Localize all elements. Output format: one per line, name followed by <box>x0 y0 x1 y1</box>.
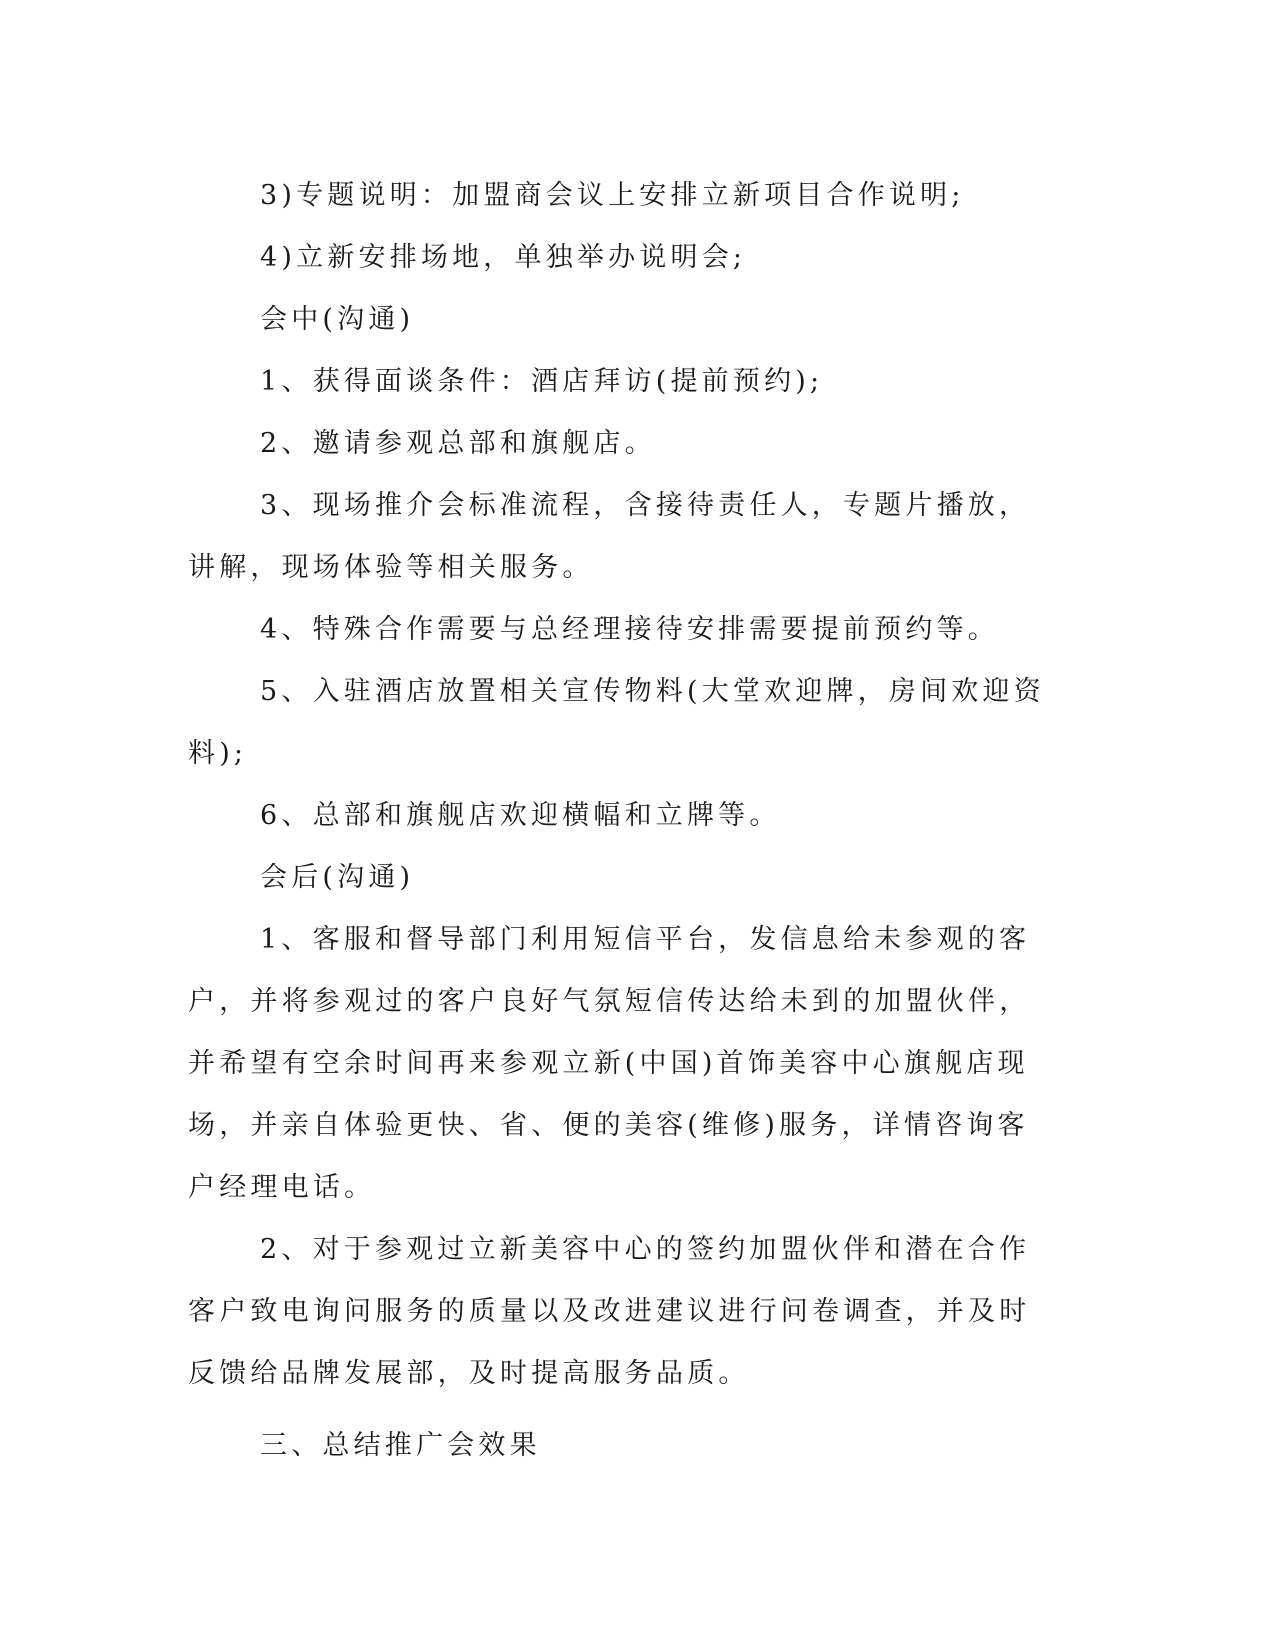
section-heading-summary: 三、总结推广会效果 <box>260 1430 541 1461</box>
paragraph-during-5: 5、入驻酒店放置相关宣传物料(大堂欢迎牌，房间欢迎资料); <box>188 676 1045 769</box>
paragraph-item-4: 4)立新安排场地，单独举办说明会; <box>260 242 747 273</box>
paragraph-during-2: 2、邀请参观总部和旗舰店。 <box>260 428 656 459</box>
paragraph-during-1: 1、获得面谈条件：酒店拜访(提前预约); <box>260 366 824 397</box>
section-heading-after-meeting: 会后(沟通) <box>260 862 415 893</box>
paragraph-after-2: 2、对于参观过立新美容中心的签约加盟伙伴和潜在合作客户致电询问服务的质量以及改进建议进行问卷调查，并及时反馈给品牌发展部，及时提高服务品质。 <box>188 1234 1031 1389</box>
section-heading-during-meeting: 会中(沟通) <box>260 304 415 335</box>
paragraph-after-1: 1、客服和督导部门利用短信平台，发信息给未参观的客户，并将参观过的客户良好气氛短信传达给未到的加盟伙伴，并希望有空余时间再来参观立新(中国)首饰美容中心旗舰店现场，并亲自体验更快、省、便的美容(维修)服务，详情咨询客户经理电话。 <box>188 924 1031 1203</box>
paragraph-during-4: 4、特殊合作需要与总经理接待安排需要提前预约等。 <box>260 614 999 645</box>
paragraph-during-6: 6、总部和旗舰店欢迎横幅和立牌等。 <box>260 800 781 831</box>
document-body <box>188 165 1058 1477</box>
paragraph-item-3: 3)专题说明：加盟商会议上安排立新项目合作说明; <box>260 180 965 211</box>
paragraph-during-3: 3、现场推介会标准流程，含接待责任人，专题片播放，讲解，现场体验等相关服务。 <box>188 490 1031 583</box>
